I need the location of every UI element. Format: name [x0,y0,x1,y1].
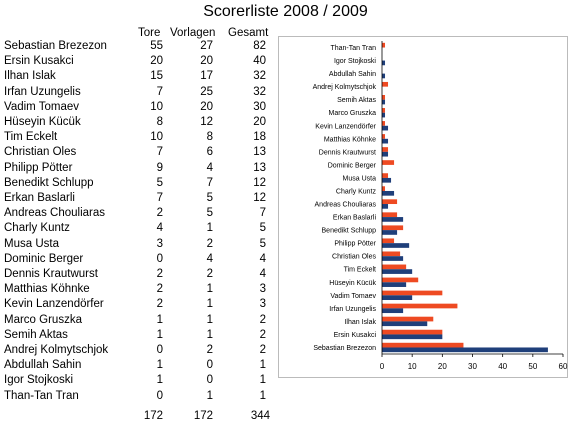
bar [382,321,427,326]
y-tick-label: Erkan Baslarli [332,214,376,222]
vorlagen-cell: 5 [206,207,213,220]
bar [382,225,403,230]
tore-cell: 1 [156,313,163,326]
bar [382,173,388,178]
bar [382,230,397,235]
y-tick-label: Than-Tan Tran [330,45,376,53]
vorlagen-cell: 12 [200,116,213,128]
y-tick-label: Sebastian Brezezon [313,344,376,352]
bar [382,243,409,248]
bar [382,330,442,335]
tore-cell: 2 [156,207,163,220]
gesamt-cell: 20 [253,116,266,128]
y-tick-label: Ersin Kusakci [333,331,376,339]
x-tick-label: 20 [437,362,447,371]
bar [382,191,394,196]
bar [382,308,403,313]
tore-cell: 0 [156,344,163,356]
gesamt-cell: 12 [253,192,266,204]
bar [382,74,385,79]
tore-cell: 7 [156,192,163,204]
tore-cell: 10 [150,100,163,113]
vorlagen-cell: 25 [200,85,213,98]
bar [382,82,388,87]
bar [382,100,385,105]
scorer-bar-chart [278,36,568,378]
tore-cell: 1 [156,374,163,387]
bar [382,278,418,283]
bar [382,238,394,243]
x-tick-label: 40 [498,362,508,371]
total-gesamt: 344 [250,410,270,422]
gesamt-cell: 13 [253,161,266,174]
y-tick-label: Ilhan Islak [344,318,376,326]
player-name: Abdullah Sahin [4,359,82,372]
player-name: Musa Usta [4,237,59,250]
bar [382,126,388,131]
bar [382,347,548,352]
bar [382,212,397,217]
bar [382,251,400,256]
y-tick-label: Andrej Kolmytschjok [312,84,376,92]
bar [382,186,385,191]
vorlagen-cell: 1 [206,313,213,326]
vorlagen-cell: 2 [206,237,213,250]
y-tick-label: Vadim Tomaev [330,292,376,300]
bar [382,317,433,322]
bar [382,304,457,309]
gesamt-cell: 7 [259,207,266,220]
gesamt-cell: 2 [259,328,266,341]
tore-cell: 1 [156,328,163,341]
y-tick-label: Abdullah Sahin [328,71,376,79]
gesamt-cell: 4 [259,252,266,265]
gesamt-cell: 82 [253,40,266,52]
player-name: Dominic Berger [4,252,84,265]
y-tick-label: Matthias Köhnke [323,136,376,144]
gesamt-cell: 40 [253,55,266,68]
player-name: Philipp Pötter [4,161,73,174]
player-name: Irfan Uzungelis [4,85,81,98]
bar [382,343,463,348]
player-name: Ilhan Islak [4,70,56,83]
player-name: Igor Stojkoski [4,374,74,387]
tore-cell: 2 [156,298,163,311]
y-tick-label: Marco Gruszka [328,110,376,118]
bar [382,256,403,261]
gesamt-cell: 3 [259,298,266,311]
gesamt-cell: 5 [259,237,266,250]
y-tick-label: Andreas Chouliaras [314,201,376,209]
player-name: Charly Kuntz [4,222,70,235]
player-name: Matthias Köhnke [4,283,90,296]
tore-cell: 20 [150,55,163,68]
tore-cell: 2 [156,283,163,296]
tore-cell: 7 [156,85,163,98]
vorlagen-cell: 27 [200,40,213,52]
tore-cell: 7 [156,146,163,159]
bar [382,134,385,139]
x-tick-label: 50 [528,362,538,371]
vorlagen-cell: 1 [206,389,213,402]
bar [382,295,412,300]
vorlagen-cell: 0 [206,374,213,387]
vorlagen-cell: 2 [206,344,213,356]
player-name: Christian Oles [4,146,77,159]
vorlagen-cell: 4 [206,252,213,265]
vorlagen-cell: 2 [206,268,213,280]
bar [382,282,406,287]
player-name: Semih Aktas [4,328,68,341]
y-tick-label: Benedikt Schlupp [321,227,376,235]
tore-cell: 5 [156,176,163,189]
bar [382,291,442,296]
gesamt-cell: 3 [259,283,266,296]
gesamt-cell: 18 [253,131,266,144]
gesamt-cell: 5 [259,222,266,235]
bar [382,113,385,118]
bar [382,152,388,157]
gesamt-cell: 4 [259,268,266,280]
bar [382,43,385,48]
player-name: Marco Gruszka [4,313,82,326]
y-tick-label: Dennis Krautwurst [318,149,376,157]
x-tick-label: 30 [468,362,477,371]
player-name: Vadim Tomaev [4,100,79,113]
vorlagen-cell: 20 [200,55,213,68]
tore-cell: 3 [156,237,163,250]
vorlagen-cell: 20 [200,100,213,113]
bar [382,147,388,152]
total-vorlagen: 172 [193,410,213,422]
y-tick-label: Tim Eckelt [343,266,376,274]
gesamt-cell: 32 [253,85,266,98]
bar [382,204,388,209]
player-name: Benedikt Schlupp [4,176,94,189]
player-name: Hüseyin Kücük [4,116,81,128]
vorlagen-cell: 4 [206,161,213,174]
player-name: Andrej Kolmytschjok [4,344,109,356]
vorlagen-cell: 1 [206,328,213,341]
bar [382,265,406,270]
bar [382,160,394,165]
y-tick-label: Kevin Lanzendörfer [315,123,376,131]
vorlagen-cell: 8 [206,131,213,144]
y-tick-label: Dominic Berger [327,162,376,170]
player-name: Sebastian Brezezon [4,40,107,52]
tore-cell: 2 [156,268,163,280]
bar [382,334,442,339]
player-name: Ersin Kusakci [4,55,74,68]
header-gesamt: Gesamt [228,27,269,39]
gesamt-cell: 13 [253,146,266,159]
gesamt-cell: 32 [253,70,266,83]
y-tick-label: Hüseyin Kücük [329,279,376,287]
header-tore: Tore [138,27,161,39]
bar [382,108,385,113]
tore-cell: 15 [150,70,163,83]
player-name: Dennis Krautwurst [4,268,98,280]
x-tick-label: 10 [407,362,417,371]
vorlagen-cell: 7 [206,176,213,189]
tore-cell: 1 [156,359,163,372]
tore-cell: 10 [150,131,163,144]
gesamt-cell: 1 [259,374,266,387]
tore-cell: 0 [156,252,163,265]
y-tick-label: Semih Aktas [337,97,376,105]
y-tick-label: Musa Usta [342,175,376,183]
chart-title: Scorerliste 2008 / 2009 [203,3,368,20]
y-tick-label: Christian Oles [332,253,376,261]
total-tore: 172 [143,410,163,422]
bar [382,121,385,126]
y-tick-label: Philipp Pötter [334,240,376,248]
vorlagen-cell: 0 [206,359,213,372]
player-name: Than-Tan Tran [4,389,79,402]
bar [382,139,388,144]
player-name: Kevin Lanzendörfer [4,298,104,311]
player-name: Tim Eckelt [4,131,58,144]
vorlagen-cell: 1 [206,283,213,296]
vorlagen-cell: 17 [200,70,213,83]
gesamt-cell: 30 [253,100,266,113]
vorlagen-cell: 5 [206,192,213,204]
y-tick-label: Irfan Uzungelis [329,305,376,313]
gesamt-cell: 2 [259,344,266,356]
bar [382,269,412,274]
bar [382,199,397,204]
tore-cell: 0 [156,389,163,402]
x-tick-label: 60 [558,362,568,371]
bar [382,178,391,183]
gesamt-cell: 2 [259,313,266,326]
gesamt-cell: 1 [259,359,266,372]
tore-cell: 9 [156,161,163,174]
x-tick-label: 0 [379,362,385,371]
tore-cell: 4 [156,222,163,235]
gesamt-cell: 12 [253,176,266,189]
bar [382,217,403,222]
player-name: Erkan Baslarli [4,192,75,204]
bar [382,61,385,66]
y-tick-label: Charly Kuntz [335,188,376,196]
player-name: Andreas Chouliaras [4,207,106,220]
vorlagen-cell: 1 [206,222,213,235]
header-vorlagen: Vorlagen [170,27,216,39]
tore-cell: 8 [156,116,163,128]
vorlagen-cell: 1 [206,298,213,311]
vorlagen-cell: 6 [206,146,213,159]
tore-cell: 55 [150,40,163,52]
y-tick-label: Igor Stojkoski [333,58,376,66]
bar [382,95,385,100]
gesamt-cell: 1 [259,389,266,402]
